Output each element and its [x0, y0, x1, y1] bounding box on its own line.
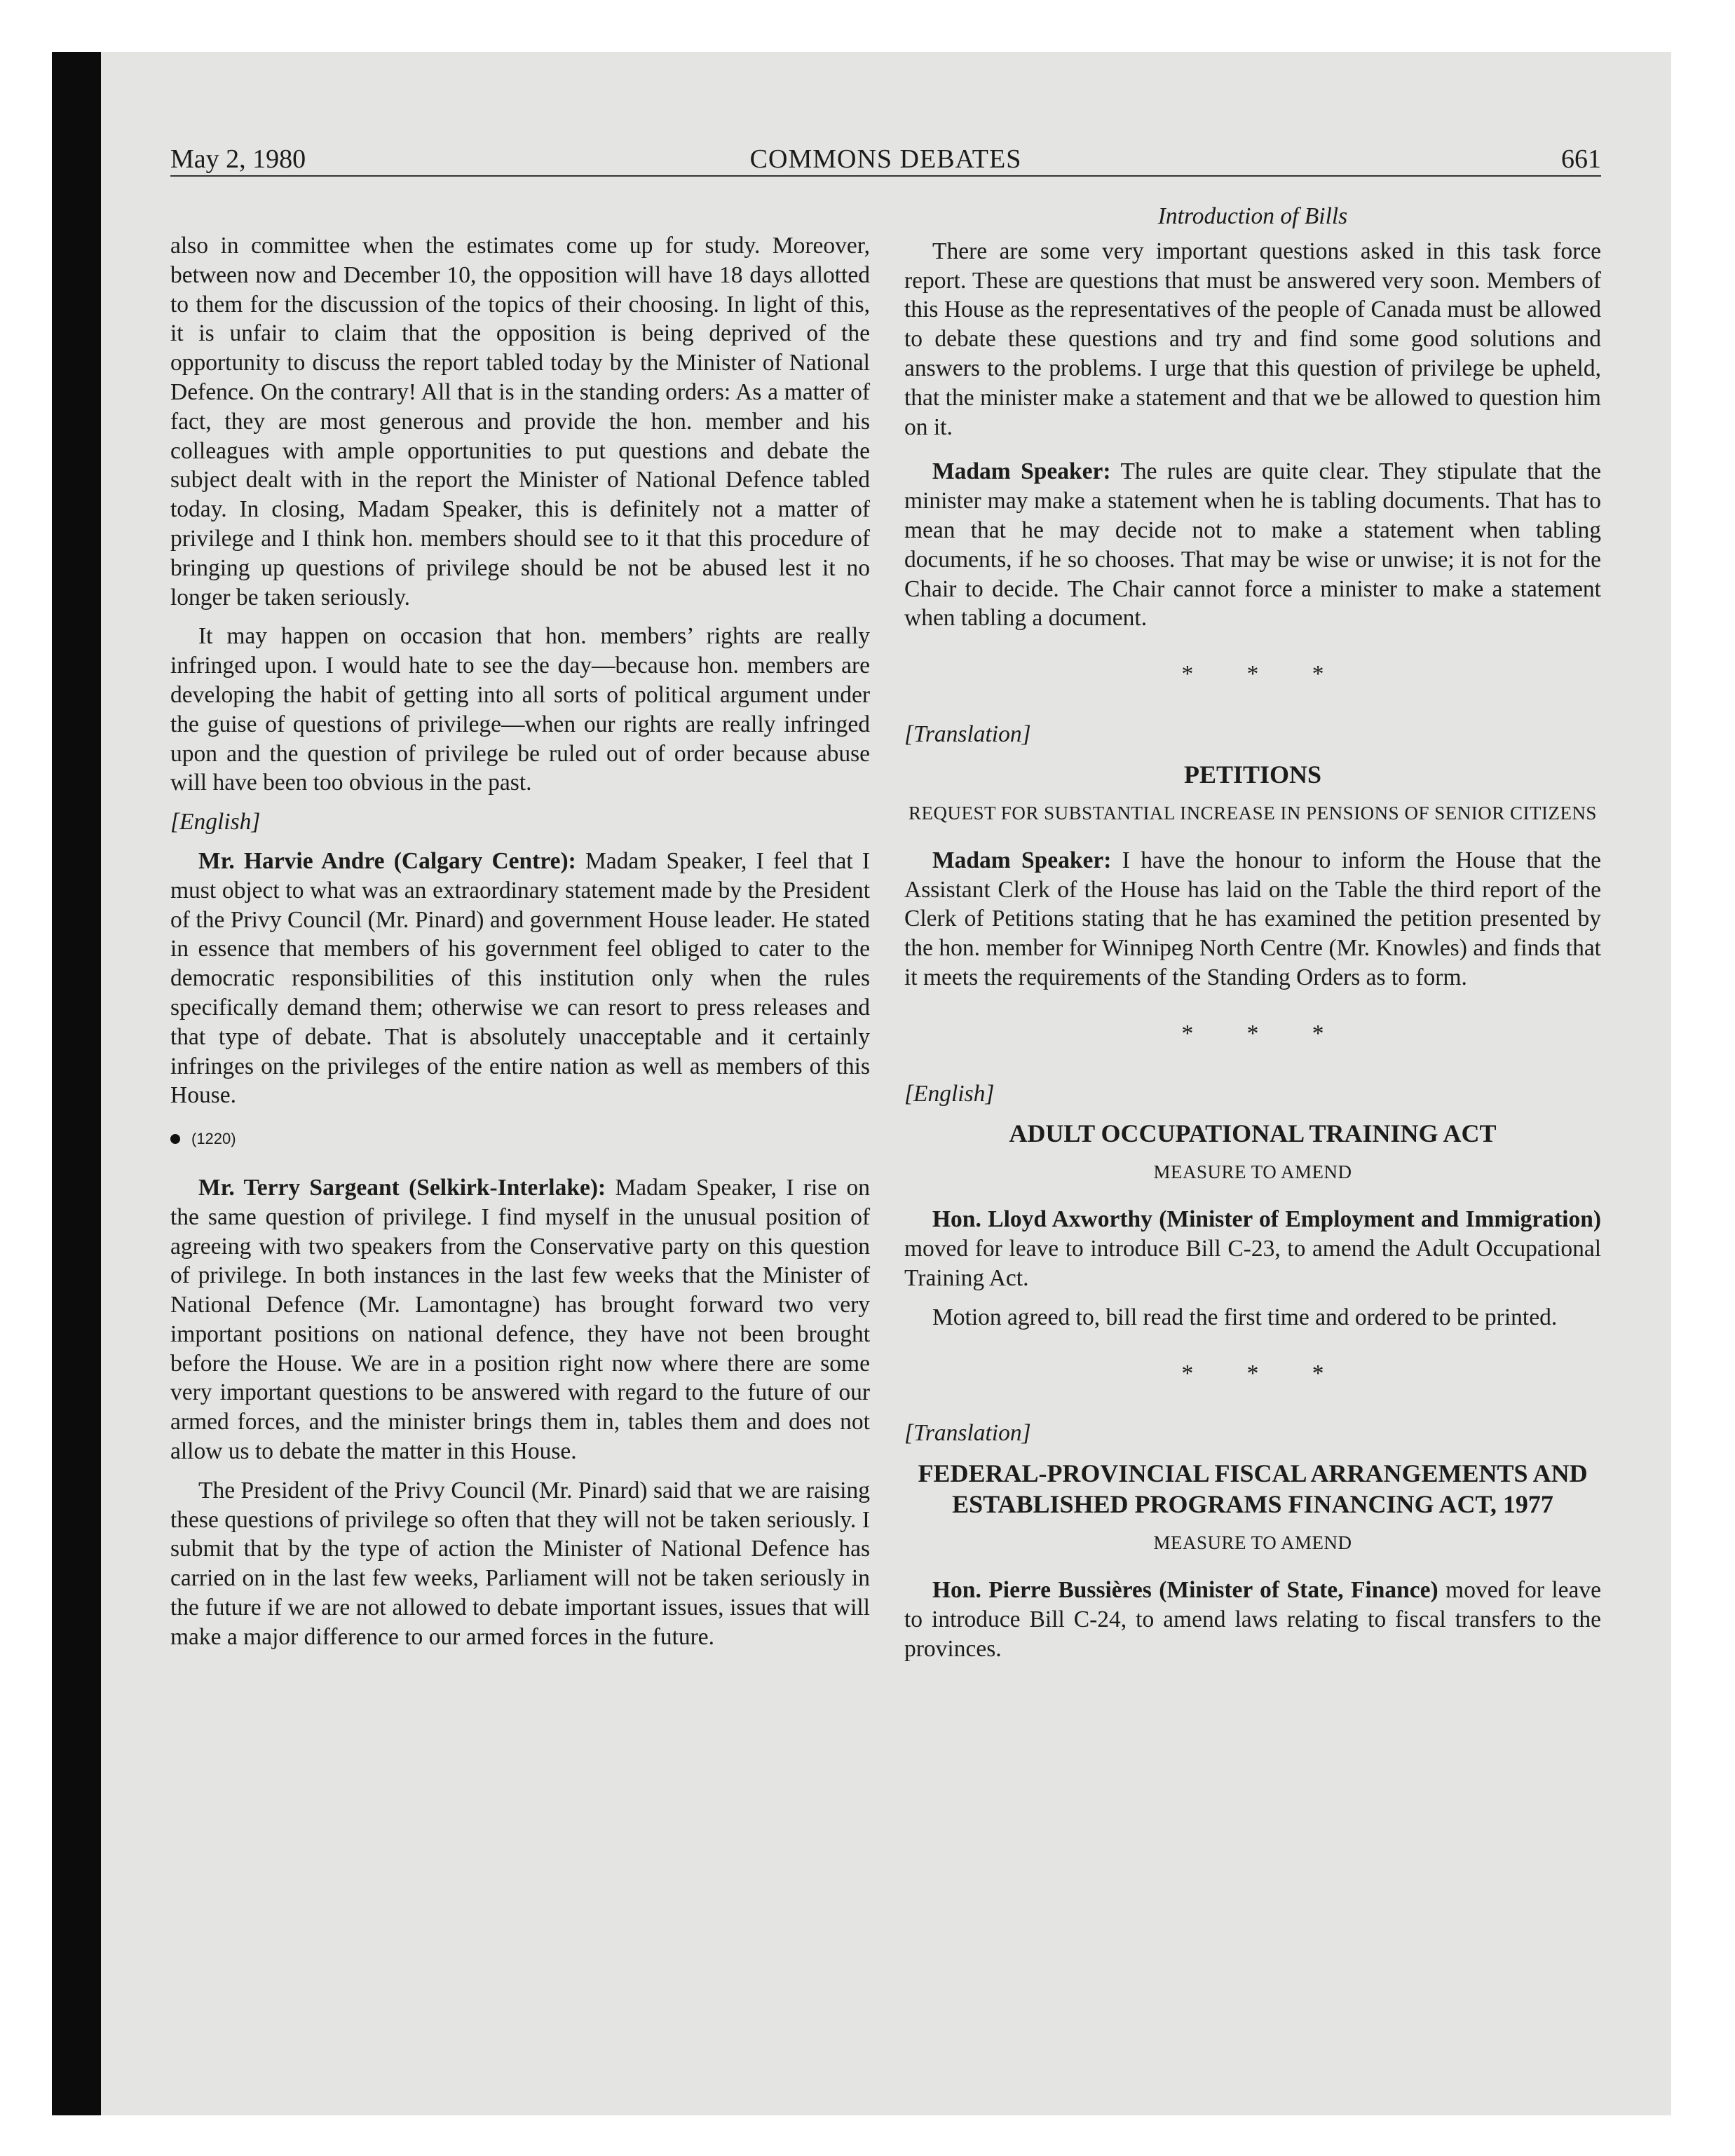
paragraph: The President of the Privy Council (Mr. Pinard) said that we are raising these questions of privilege so often that they will not be taken seriously. I submit that by the type of action the Minister of National Defence has carried on in the last few weeks, Parliament will not be taken seriously in the future if we are not allowed to debate important issues, issues that will make a major difference to our armed forces in the future.	[170, 1477, 870, 1650]
header-page-number: 661	[1561, 144, 1601, 174]
subheading-petitions: REQUEST FOR SUBSTANTIAL INCREASE IN PENSIONS OF SENIOR CITIZENS	[909, 802, 1597, 824]
section-divider: * * *	[1181, 1020, 1348, 1046]
running-head: Introduction of Bills	[1157, 203, 1348, 229]
speech-text: moved for leave to introduce Bill C-24, to amend laws relating to fiscal transfers to the provinces.	[904, 1577, 1602, 1662]
speech-speaker-1	[904, 457, 1601, 633]
paragraph: There are some very important questions asked in this task force report. These are questions that must be answered very soon. Members of this House as the representatives of the people of Canada must be allowed to debate these questions and try and find some good solutions and answers to the problems. I urge that this question of privilege be upheld, that the minister make a statement and that we be allowed to question him on it.	[904, 238, 1601, 440]
time-marker	[170, 1124, 870, 1154]
section-heading-federal-provincial: FEDERAL-PROVINCIAL FISCAL ARRANGEMENTS AND ESTABLISHED PROGRAMS FINANCING ACT, 1977	[918, 1459, 1588, 1519]
scan-edge	[52, 52, 101, 2115]
language-tag: [Translation]	[904, 721, 1031, 747]
speech-text: Madam Speaker, I feel that I must object to what was an extraordinary statement made by the President of the Privy Council (Mr. Pinard) and government House leader. He stated in essence that members of his government feel obliged to cater to the democratic responsibilities of this institution only when the rules specifically demand them; otherwise we can resort to press releases and that type of debate. That is absolutely unacceptable and it certainly infringes on the privileges of the entire nation as well as members of this House.	[170, 847, 870, 1109]
section-divider: * * *	[1181, 1360, 1348, 1386]
speech-text: Madam Speaker, I rise on the same question of privilege. I find myself in the unusual position of agreeing with two speakers from the Conservative party on this question of privilege. In both instances in the last few weeks that the Minister of National Defence (Mr. Lamontagne) has brought forward two very important positions on national defence, they have not been brought before the House. We are in a position right now where there are some very important questions to be answered with regard to the future of our armed forces, and the minister brings them in, tables them and does not allow us to debate the matter in this House.	[170, 1174, 870, 1465]
header-rule	[170, 175, 1601, 177]
header-title: COMMONS DEBATES	[749, 144, 1022, 174]
paragraph: Motion agreed to, bill read the first time and ordered to be printed.	[932, 1304, 1558, 1330]
language-tag: [Translation]	[904, 1420, 1031, 1447]
speech-text: I have the honour to inform the House that the Assistant Clerk of the House has laid on the Table the third report of the Clerk of Petitions stating that he has examined the petition presented by the hon. member for Winnipeg North Centre (Mr. Knowles) and finds that it meets the requirements of the Standing Orders as to form.	[904, 847, 1601, 990]
speaker-name: Mr. Terry Sargeant (Selkirk-Interlake):	[198, 1174, 606, 1201]
subheading-measure: MEASURE TO AMEND	[1153, 1161, 1352, 1183]
speech-andre	[170, 847, 870, 1110]
language-tag: [English]	[170, 809, 261, 835]
header-date: May 2, 1980	[170, 144, 306, 174]
language-tag: [English]	[904, 1080, 995, 1107]
speech-bussieres	[904, 1576, 1601, 1663]
left-column	[170, 231, 870, 1662]
paragraph: It may happen on occasion that hon. members’ rights are really infringed upon. I would hate to see the day—because hon. members are developing the habit of getting into all sorts of political argument under the guise of questions of privilege—when our rights are really infringed upon and the question of privilege be ruled out of order because abuse will have been too obvious in the past.	[170, 623, 870, 796]
page-header	[170, 144, 1601, 179]
speaker-name: Madam Speaker:	[932, 458, 1111, 485]
speaker-name: Hon. Lloyd Axworthy (Minister of Employment and Immigration)	[932, 1206, 1601, 1233]
speech-axworthy	[904, 1205, 1601, 1292]
subheading-measure: MEASURE TO AMEND	[1153, 1532, 1352, 1554]
paragraph: also in committee when the estimates come up for study. Moreover, between now and December 10, the opposition will have 18 days allotted to them for the discussion of the topics of their choosing. In light of this, it is unfair to claim that the opposition is being deprived of the opportunity to discuss the report tabled today by the Minister of National Defence. On the contrary! All that is in the standing orders: As a matter of fact, they are most generous and provide the hon. member and his colleagues with ample opportunities to put questions and debate the subject dealt with in the report the Minister of National Defence tabled today. In closing, Madam Speaker, this is definitely not a matter of privilege and I think hon. members should see to it that this procedure of bringing up questions of privilege should be not be abused lest it no longer be taken seriously.	[170, 233, 870, 610]
speaker-name: Mr. Harvie Andre (Calgary Centre):	[198, 847, 576, 874]
bullet-icon	[170, 1134, 180, 1144]
speaker-name: Hon. Pierre Bussières (Minister of State, Finance)	[932, 1577, 1438, 1604]
time-stamp: (1220)	[191, 1130, 236, 1148]
right-column	[904, 202, 1601, 1674]
section-heading-petitions: PETITIONS	[1183, 760, 1322, 789]
speech-text: moved for leave to introduce Bill C-23, to amend the Adult Occupational Training Act.	[904, 1236, 1601, 1291]
speaker-name: Madam Speaker:	[932, 847, 1112, 873]
section-divider: * * *	[1181, 661, 1348, 688]
speech-text: The rules are quite clear. They stipulate that the minister may make a statement when he is tabling documents. That has to mean that he may decide not to make a statement when tabling documents, if he so chooses. That may be wise or unwise; it is not for the Chair to decide. The Chair cannot force a minister to make a statement when tabling a document.	[904, 458, 1601, 632]
section-heading-adult-training: ADULT OCCUPATIONAL TRAINING ACT	[1009, 1119, 1497, 1148]
speech-sargeant	[170, 1173, 870, 1466]
speech-speaker-2	[904, 846, 1601, 992]
